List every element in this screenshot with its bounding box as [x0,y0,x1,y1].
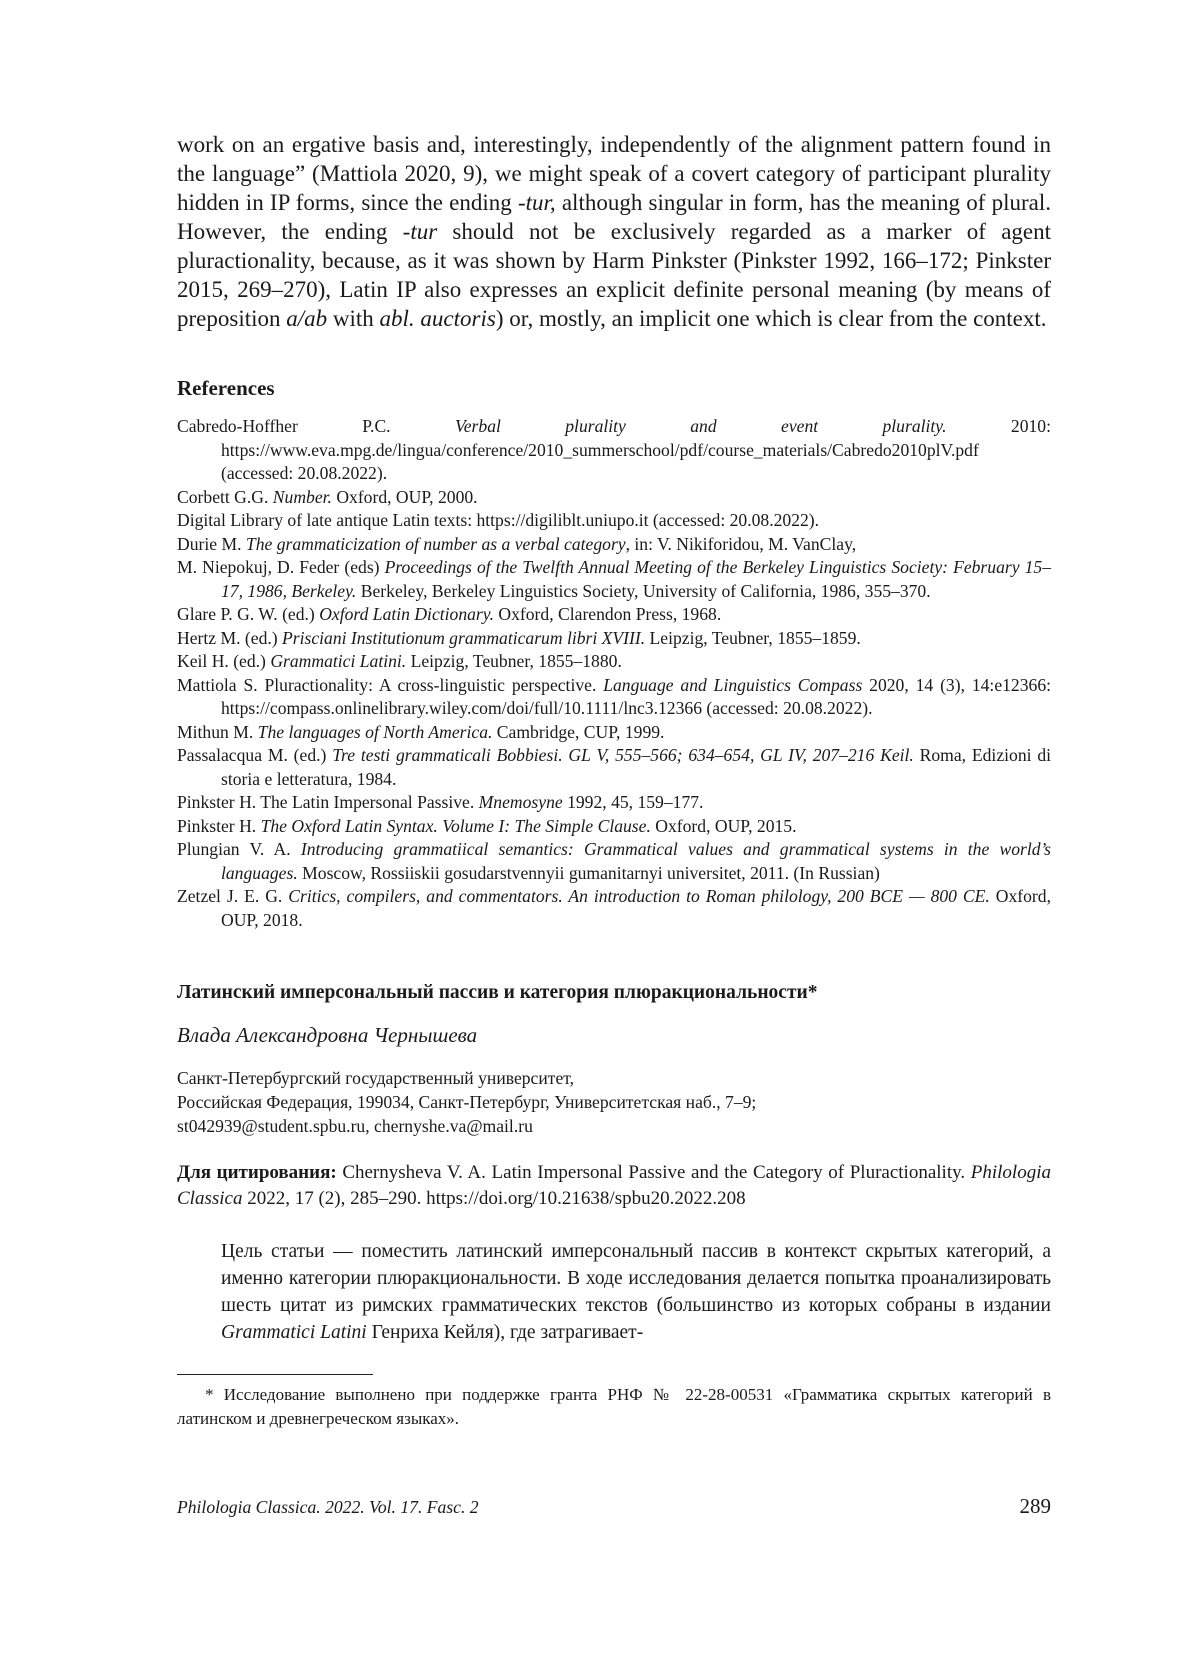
body-paragraph [177,130,1051,333]
page-content [177,130,1051,1431]
reference-item: Pinkster H. The Latin Impersonal Passive. Mnemosyne 1992, 45, 159–177. [177,792,704,812]
references-list [177,415,1051,932]
body-text: although singular in form, has the meaning of plural. However, the ending [177,190,1051,244]
reference-item: Durie M. The grammaticization of number as a verbal category, in: V. Nikiforidou, M. VanClay, [177,533,857,554]
body-italic: abl. auctoris [379,306,496,331]
reference-item: Mithun M. The languages of North America. Cambridge, CUP, 1999. [177,721,665,742]
reference-item: M. Niepokuj, D. Feder (eds) Proceedings of the Twelfth Annual Meeting of the Berkeley Linguistics Society: February 15–17, 1986, Berkeley. Berkeley, Berkeley Linguistics Society, University of California, 1986, 355–370. [177,557,1051,601]
reference-item: Glare P. G. W. (ed.) Oxford Latin Dictionary. Oxford, Clarendon Press, 1968. [177,604,722,624]
citation-block: Для цитирования: Chernysheva V. A. Latin Impersonal Passive and the Category of Pluractionality. Philologia Classica 2022, 17 (2), 285–290. https://doi.org/10.21638/spbu20.2022.208 [177,1162,1051,1209]
references-heading: References [177,376,275,400]
reference-item: Cabredo-Hoffher P.C. Verbal plurality and event plurality. 2010: https://www.eva.mpg.de/lingua/conference/2010_summerschool/pdf/course_materials/Cabredo2010plV.pdf (accessed: 20.08.2022). [177,416,1051,483]
page-number: 289 [1019,1494,1051,1518]
footnote: * Исследование выполнено при поддержке гранта РНФ № 22-28-00531 «Грамматика скрытых категорий в латинском и древнегреческом языках». [177,1385,1051,1428]
reference-item: Zetzel J. E. G. Critics, compilers, and commentators. An introduction to Roman philology, 200 BCE — 800 CE. Oxford, OUP, 2018. [177,886,1051,930]
reference-item: Corbett G.G. Number. Oxford, OUP, 2000. [177,486,478,507]
footer-journal: Philologia Classica. 2022. Vol. 17. Fasc. 2 [177,1497,479,1517]
body-text: work on an ergative basis and, interestingly, independently of the alignment pattern found in the language” (Mattiola 2020, 9), we might speak of a covert category of participant plurality hidden in IP forms, since the ending [177,132,1051,215]
body-text: with [327,306,380,331]
reference-item: Hertz M. (ed.) Prisciani Institutionum grammaticarum libri XVIII. Leipzig, Teubner, 1855–1859. [177,627,861,648]
affiliation-line: Российская Федерация, 199034, Санкт-Петербург, Университетская наб., 7–9; [177,1092,757,1112]
reference-item: Digital Library of late antique Latin texts: https://digiliblt.uniupo.it (accessed: 20.08.2022). [177,510,820,530]
affiliation-emails: st042939@student.spbu.ru, chernyshe.va@mail.ru [177,1116,533,1136]
footnote-divider [177,1374,373,1375]
body-text: should not be exclusively regarded as a marker of agent pluractionality, because, as it was shown by Harm Pinkster (Pinkster 1992, 166–172; Pinkster 2015, 269–270), Latin IP also expresses an explicit definite personal meaning (by means of preposition [177,219,1051,331]
abstract-paragraph: Цель статьи — поместить латинский имперсональный пассив в контекст скрытых категорий, а именно категории плюракциональности. В ходе исследования делается попытка проанализировать шесть цитат из римских грамматических текстов (большинство из которых собраны в издании Grammatici Latini Генриха Кейля), где затрагивает- [221,1241,1051,1343]
reference-item: Keil H. (ed.) Grammatici Latini. Leipzig, Teubner, 1855–1880. [177,651,622,671]
affiliation-line: Санкт-Петербургский государственный университет, [177,1068,575,1088]
reference-item: Pinkster H. The Oxford Latin Syntax. Volume I: The Simple Clause. Oxford, OUP, 2015. [177,815,797,836]
body-italic: a/ab [286,306,328,331]
russian-author: Влада Александровна Чернышева [177,1023,478,1047]
page-footer [177,1494,1051,1519]
body-text: ) or, mostly, an implicit one which is clear from the context. [495,306,1047,331]
citation-journal: Philologia Classica [177,1162,1051,1209]
reference-item: Plungian V. A. Introducing grammatiical semantics: Grammatical values and grammatical systems in the world’s languages. Moscow, Rossiiskii gosudarstvennyii gumanitarnyi universitet, 2011. (In Russian) [177,839,1051,883]
body-italic: -tur [402,219,438,244]
reference-item: Passalacqua M. (ed.) Tre testi grammaticali Bobbiesi. GL V, 555–566; 634–654, GL IV, 207–216 Keil. Roma, Edizioni di storia e letteratura, 1984. [177,745,1052,789]
body-italic: -tur, [517,190,556,215]
russian-article-title: Латинский имперсональный пассив и категория плюракциональности* [177,982,818,1003]
citation-label: Для цитирования: [177,1162,337,1183]
reference-item: Mattiola S. Pluractionality: A cross-linguistic perspective. Language and Linguistics Compass 2020, 14 (3), 14:e12366: https://compass.onlinelibrary.wiley.com/doi/full/10.1111/lnc3.12366 (accessed: 20.08.2022). [177,674,1052,718]
